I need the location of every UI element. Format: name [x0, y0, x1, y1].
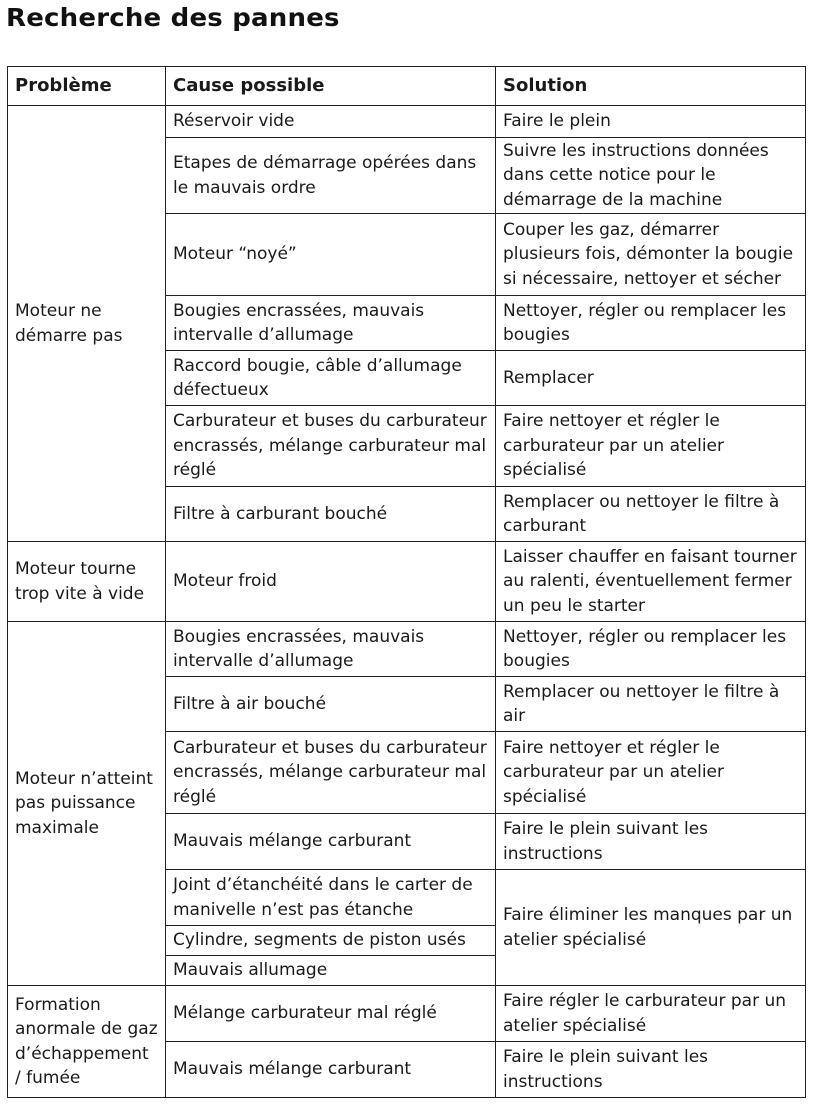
cause-cell: Bougies encrassées, mauvais intervalle d’allumage — [166, 622, 496, 677]
cause-cell: Etapes de démarrage opérées dans le mauvais ordre — [166, 138, 496, 214]
cause-cell: Filtre à air bouché — [166, 677, 496, 732]
cause-cell: Moteur froid — [166, 542, 496, 622]
solution-cell: Faire nettoyer et régler le carburateur par un atelier spécialisé — [496, 732, 806, 814]
problem-cell: Moteur n’atteint pas puissance maximale — [8, 622, 166, 986]
cause-cell: Mauvais mélange carburant — [166, 1042, 496, 1098]
problem-cell: Moteur tourne trop vite à vide — [8, 542, 166, 622]
solution-cell: Laisser chauffer en faisant tourner au ralenti, éventuellement fermer un peu le starter — [496, 542, 806, 622]
header-problem: Problème — [8, 67, 166, 106]
solution-cell: Faire le plein — [496, 106, 806, 138]
cause-cell: Mauvais allumage — [166, 956, 496, 986]
table-header-row — [8, 67, 806, 106]
cause-cell: Carburateur et buses du carburateur encrassés, mélange carburateur mal réglé — [166, 406, 496, 487]
solution-cell: Nettoyer, régler ou remplacer les bougies — [496, 622, 806, 677]
table-row — [8, 986, 806, 1042]
cause-cell: Raccord bougie, câble d’allumage défectueux — [166, 351, 496, 406]
solution-cell: Remplacer ou nettoyer le filtre à carburant — [496, 487, 806, 542]
solution-cell: Couper les gaz, démarrer plusieurs fois, démonter la bougie si nécessaire, nettoyer et sécher — [496, 214, 806, 296]
header-cause: Cause possible — [166, 67, 496, 106]
solution-cell: Remplacer — [496, 351, 806, 406]
solution-cell: Faire le plein suivant les instructions — [496, 1042, 806, 1098]
solution-cell: Faire nettoyer et régler le carburateur par un atelier spécialisé — [496, 406, 806, 487]
cause-cell: Moteur “noyé” — [166, 214, 496, 296]
cause-cell: Joint d’étanchéité dans le carter de manivelle n’est pas étanche — [166, 870, 496, 926]
solution-cell: Faire régler le carburateur par un atelier spécialisé — [496, 986, 806, 1042]
cause-cell: Bougies encrassées, mauvais intervalle d’allumage — [166, 296, 496, 351]
cause-cell: Mauvais mélange carburant — [166, 814, 496, 870]
table-row — [8, 622, 806, 677]
cause-cell: Cylindre, segments de piston usés — [166, 926, 496, 956]
troubleshooting-table — [7, 66, 806, 1098]
problem-cell: Formation anormale de gaz d’échappement / fumée — [8, 986, 166, 1098]
solution-cell: Nettoyer, régler ou remplacer les bougies — [496, 296, 806, 351]
solution-cell: Suivre les instructions données dans cette notice pour le démarrage de la machine — [496, 138, 806, 214]
problem-cell: Moteur ne démarre pas — [8, 106, 166, 542]
cause-cell: Mélange carburateur mal réglé — [166, 986, 496, 1042]
table-row — [8, 106, 806, 138]
cause-cell: Carburateur et buses du carburateur encrassés, mélange carburateur mal réglé — [166, 732, 496, 814]
solution-cell: Faire le plein suivant les instructions — [496, 814, 806, 870]
solution-cell: Faire éliminer les manques par un atelier spécialisé — [496, 870, 806, 986]
page-title: Recherche des pannes — [6, 4, 340, 33]
solution-cell: Remplacer ou nettoyer le filtre à air — [496, 677, 806, 732]
table-row — [8, 542, 806, 622]
header-solution: Solution — [496, 67, 806, 106]
cause-cell: Réservoir vide — [166, 106, 496, 138]
cause-cell: Filtre à carburant bouché — [166, 487, 496, 542]
